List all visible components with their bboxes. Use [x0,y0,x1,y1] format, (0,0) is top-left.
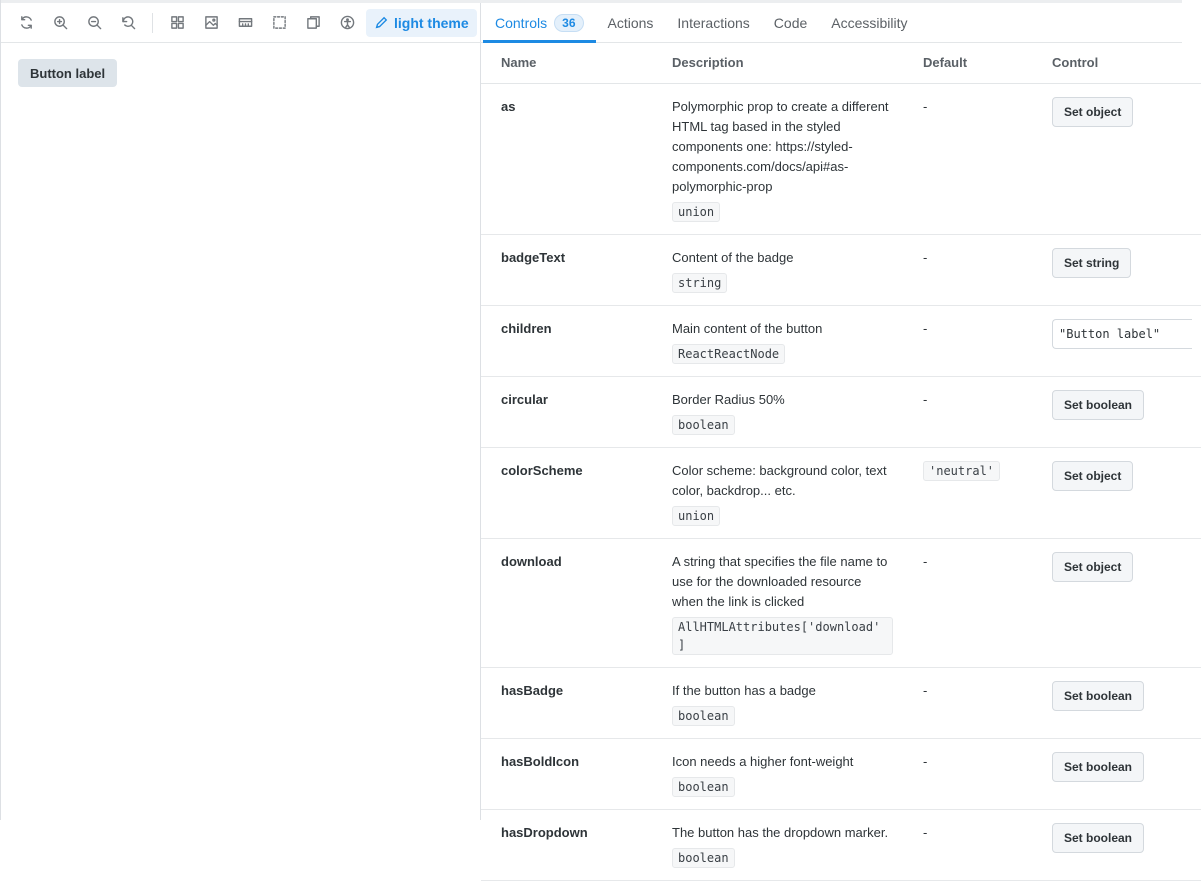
prop-name: circular [481,376,652,447]
prop-type: boolean [672,415,735,435]
props-table [481,43,1201,881]
prop-description: Polymorphic prop to create a different HTML tag based in the styled components one: https://styled-components.com/docs/api#as-polymorphic-prop [672,98,889,194]
preview-pane [0,0,481,820]
prop-default: - [907,234,1037,305]
column-header-default: Default [907,43,1037,83]
prop-control-cell [1037,538,1201,667]
prop-type: AllHTMLAttributes['download' ] [672,617,893,655]
prop-type: boolean [672,777,735,797]
addon-tabs [481,0,1182,43]
column-header-name: Name [481,43,652,83]
prop-type: union [672,506,720,526]
prop-description-cell [652,538,907,667]
theme-toggle-button[interactable] [366,9,477,37]
prop-description: If the button has a badge [672,682,816,698]
tab-interactions[interactable] [665,3,761,42]
table-header-row [481,43,1201,83]
children-text-input[interactable] [1052,319,1192,349]
prop-type: boolean [672,848,735,868]
prop-type: boolean [672,706,735,726]
tab-label: Code [773,14,808,31]
preview-toolbar [1,0,481,43]
prop-description-cell [652,83,907,234]
prop-type: union [672,202,720,222]
table-row [481,538,1201,667]
prop-default-cell [907,447,1037,538]
pencil-icon [374,16,388,30]
remount-icon[interactable] [13,10,39,36]
prop-description-cell [652,305,907,376]
prop-description: Border Radius 50% [672,391,785,407]
prop-control-cell [1037,376,1201,447]
table-row [481,447,1201,538]
viewport-icon[interactable] [232,10,258,36]
set-boolean-button[interactable]: Set boolean [1052,681,1144,711]
prop-description: The button has the dropdown marker. [672,824,889,840]
prop-description: Main content of the button [672,320,823,336]
prop-name: badgeText [481,234,652,305]
toolbar-separator [152,13,153,33]
prop-control-cell [1037,234,1201,305]
prop-description-cell [652,447,907,538]
set-boolean-button[interactable]: Set boolean [1052,823,1144,853]
table-row [481,809,1201,880]
prop-description: Content of the badge [672,249,794,265]
prop-description: Icon needs a higher font-weight [672,753,854,769]
prop-type: ReactReactNode [672,344,785,364]
tab-label: Actions [607,14,654,31]
prop-name: hasBadge [481,667,652,738]
prop-control-cell [1037,305,1201,376]
table-row [481,376,1201,447]
tab-accessibility[interactable] [819,3,919,42]
preview-button[interactable]: Button label [18,59,117,87]
prop-name: colorScheme [481,447,652,538]
set-object-button[interactable]: Set object [1052,97,1133,127]
zoom-in-icon[interactable] [47,10,73,36]
measure-icon[interactable] [300,10,326,36]
prop-description: Color scheme: background color, text color, backdrop... etc. [672,462,887,498]
prop-control-cell [1037,809,1201,880]
prop-default: - [907,809,1037,880]
prop-description-cell [652,738,907,809]
table-row [481,305,1201,376]
prop-default: - [907,738,1037,809]
prop-default: - [907,538,1037,667]
outline-icon[interactable] [266,10,292,36]
accessibility-icon[interactable] [334,10,360,36]
prop-default: 'neutral' [923,461,1000,481]
prop-name: as [481,83,652,234]
theme-toggle-label: light theme [394,14,469,31]
set-string-button[interactable]: Set string [1052,248,1131,278]
set-boolean-button[interactable]: Set boolean [1052,390,1144,420]
tab-label: Interactions [677,14,750,31]
set-object-button[interactable]: Set object [1052,552,1133,582]
background-icon[interactable] [198,10,224,36]
prop-name: hasDropdown [481,809,652,880]
tab-label: Accessibility [831,14,908,31]
prop-control-cell [1037,667,1201,738]
prop-name: children [481,305,652,376]
prop-description-cell [652,667,907,738]
prop-default: - [907,83,1037,234]
grid-icon[interactable] [164,10,190,36]
zoom-out-icon[interactable] [81,10,107,36]
tab-label: Controls [495,14,548,31]
set-boolean-button[interactable]: Set boolean [1052,752,1144,782]
tab-actions[interactable] [596,3,666,42]
prop-default: - [907,667,1037,738]
tab-controls[interactable] [483,3,596,42]
reset-zoom-icon[interactable] [115,10,141,36]
prop-description-cell [652,809,907,880]
prop-control-cell [1037,83,1201,234]
prop-description-cell [652,234,907,305]
addons-panel [481,0,1182,865]
prop-description-cell [652,376,907,447]
prop-name: hasBoldIcon [481,738,652,809]
tab-code[interactable] [762,3,819,42]
controls-count-badge: 36 [554,14,583,32]
prop-description: A string that specifies the file name to use for the downloaded resource when the link is clicked [672,553,888,609]
table-row [481,738,1201,809]
column-header-control: Control [1037,43,1201,83]
prop-default: - [907,376,1037,447]
prop-type: string [672,273,727,293]
table-row [481,667,1201,738]
prop-control-cell [1037,447,1201,538]
prop-name: download [481,538,652,667]
table-row [481,234,1201,305]
table-row [481,83,1201,234]
prop-default: - [907,305,1037,376]
prop-control-cell [1037,738,1201,809]
column-header-description: Description [652,43,907,83]
set-object-button[interactable]: Set object [1052,461,1133,491]
